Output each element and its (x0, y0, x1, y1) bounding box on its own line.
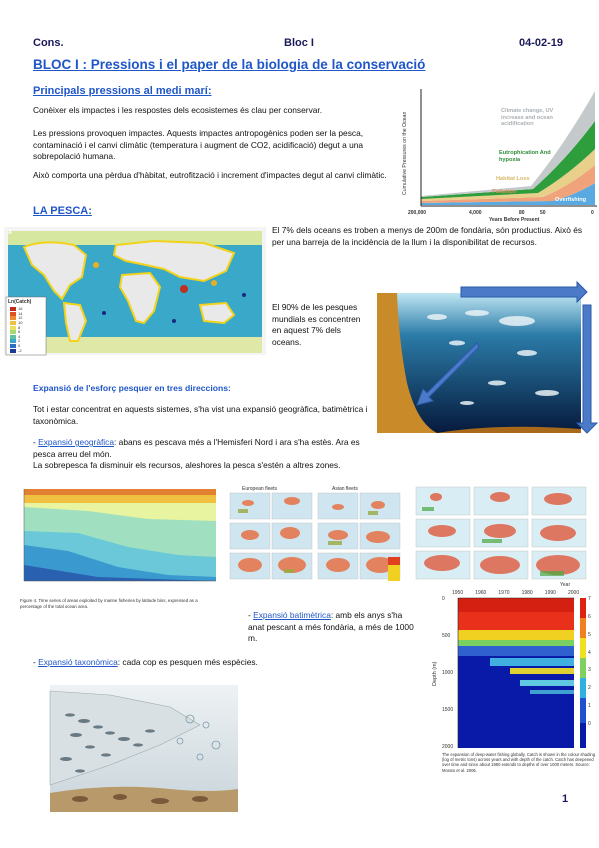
paragraph: El 90% de les pesques mundials es concentren en aquest 7% dels oceans. (272, 302, 361, 347)
depth-xtick: 1950 (452, 590, 464, 596)
legend-swatch (10, 339, 16, 343)
depth-xtick: 1960 (475, 590, 487, 596)
label-habitat: Habitat Loss (496, 176, 530, 182)
depth-ytick: 0 (442, 596, 445, 602)
depth-ytick: 1500 (442, 707, 454, 713)
term-batimetrica: Expansió batimètrica (253, 610, 331, 620)
section-heading-pesca: LA PESCA: (33, 205, 92, 217)
page-title: BLOC I : Pressions i el paper de la biologia de la conservació (33, 57, 426, 72)
depth-ytick: 500 (442, 633, 451, 639)
paragraph: La sobrepesca fa disminuir els recursos, aleshores la pesca s'estén a altres zones. (33, 460, 341, 470)
paragraph-geografica: - Expansió geogràfica: abans es pescava més a l'Hemisferi Nord i ara s'ha estès. Ara es pesca arreu del món. (33, 437, 360, 459)
text-taxonomica: : cada cop es pesquen més espècies. (117, 657, 258, 667)
legend-swatch (10, 307, 16, 311)
depth-xtick: 2000 (568, 590, 580, 596)
header-left: Cons. (33, 37, 64, 49)
header-center: Bloc I (284, 37, 314, 49)
chart-ylabel: Cumulative Pressures on the Ocean (402, 111, 408, 195)
legend-swatch (10, 326, 16, 330)
page-number: 1 (562, 793, 569, 805)
depth-scale-value: 0 (588, 721, 591, 727)
legend-row (10, 348, 22, 353)
heatmap-caption: Figure 4. Time series of areas exploited by marine fisheries by latitude bins, expressed as a percentage of the total ocean area. (20, 598, 198, 609)
section-heading-expansio: Expansió de l'esforç pesquer en tres direccions: (33, 383, 231, 393)
legend-swatch (10, 316, 16, 320)
legend-swatch (10, 321, 16, 325)
expansion-maps (412, 483, 599, 590)
depth-xtick: 1990 (544, 590, 556, 596)
depth-scale-value: 2 (588, 685, 591, 692)
paragraph: Tot i estar concentrat en aquests sistemes, s'ha vist una expansió geogràfica, batimètrica i taxonòmica. (33, 404, 368, 426)
paragraph-text: El 7% dels oceans es troben a menys de 200m de fondària, són productius. Això és per una barreja de la incidència de la llum i la disponibilitat de recursos. (272, 225, 583, 247)
map-panel-label: A (8, 230, 13, 236)
term-geografica: Expansió geogràfica (38, 437, 115, 447)
paragraph-batimetrica: - Expansió batimètrica: amb els anys s'ha anat pescant a més fondària, a més de 1000 m. (248, 610, 414, 643)
depth-ytick: 2000 (442, 744, 454, 750)
label-pollution: Pollution (492, 189, 516, 195)
legend-value: 0 (18, 343, 21, 349)
xtick: 50 (540, 210, 546, 216)
depth-scale-value: 4 (588, 649, 591, 656)
header-date: 04-02-19 (519, 37, 564, 49)
depth-xtick: 1970 (498, 590, 510, 596)
world-catch-map (4, 225, 266, 358)
depth-ylabel: Depth (m) (432, 661, 438, 686)
legend-swatch (10, 349, 16, 353)
latitude-heatmap (18, 485, 223, 620)
chart-xlabel: Years Before Present (489, 217, 540, 223)
xtick: 4,000 (469, 210, 482, 216)
paragraph: Les pressions provoquen impactes. Aquests impactes antropogènics poden ser la pesca, contaminació i el canvi climàtic (temperatura i augment de CO2, acidificació) degut a una sobrepolació humana. (33, 128, 364, 161)
paragraph: Això comporta una pèrdua d'hàbitat, eutrofització i increment d'impactes degut al canvi climàtic. (33, 170, 387, 180)
cumulative-pressure-chart (403, 85, 599, 225)
legend-value: 10 (18, 320, 23, 326)
depth-scale-value: 5 (588, 631, 591, 638)
legend-swatch (10, 335, 16, 339)
depth-scale-value: 1 (588, 703, 591, 710)
xtick: 80 (519, 210, 525, 216)
catch-legend (10, 307, 22, 353)
deep-water-fishing-chart (430, 586, 599, 776)
label-overfishing: Overfishing (555, 197, 587, 203)
legend-swatch (10, 330, 16, 334)
legend-value: 12 (18, 315, 23, 321)
legend-value: 16 (18, 306, 23, 312)
paragraph-taxonomica: - Expansió taxonòmica: cada cop es pesquen més espècies. (33, 657, 258, 667)
term-taxonomica: Expansió taxonòmica (38, 657, 118, 667)
paragraph (272, 225, 592, 248)
depth-scale-value: 3 (588, 667, 591, 674)
legend-value: 2 (18, 338, 21, 344)
fleet-maps (228, 485, 408, 585)
depth-scale-value: 7 (588, 596, 591, 602)
section-heading-pressions: Principals pressions al medi marí: (33, 85, 212, 97)
text-geografica: : abans es pescava més a l'Hemisferi Nord i ara s'ha estès. Ara es pesca arreu del món. (33, 437, 360, 459)
legend-swatch (10, 344, 16, 348)
text-batimetrica: : amb els anys s'ha anat pescant a més fondària, a més de 1000 m. (248, 610, 414, 643)
label-eutrophication: Eutrophication And hypoxia (499, 150, 551, 163)
legend-value: -2 (18, 347, 22, 353)
xtick: 200,000 (408, 210, 427, 216)
label-climate: Climate change, UV increase and ocean acidification (501, 108, 554, 127)
legend-title: Ln(Catch) (8, 299, 32, 305)
fishing-down-illustration (50, 685, 238, 812)
label-european-fleets: European fleets (242, 486, 278, 492)
legend-value: 14 (18, 310, 23, 316)
depth-scale-value: 6 (588, 613, 591, 620)
ocean-zones-illustration (377, 283, 599, 433)
legend-value: 8 (18, 324, 21, 330)
legend-value: 6 (18, 329, 21, 335)
legend-value: 4 (18, 333, 21, 339)
xtick: 0 (591, 210, 594, 216)
depth-chart-caption: The expansion of deep-water fishing globally. Catch is shown in the colour shading (log of metric tons) across years and with depth of the catch. Catch has deepened over time and since about 1960 extends to depths of over 1000 meters. Source: Morato et al. 2006. (442, 752, 596, 773)
paragraph: Conèixer els impactes i les respostes dels ecosistemes és clau per conservar. (33, 105, 323, 115)
label-asian-fleets: Asian fleets (332, 486, 358, 492)
legend-swatch (10, 312, 16, 316)
depth-xtick: 1980 (521, 590, 533, 596)
depth-ytick: 1000 (442, 670, 454, 676)
label-year: Year (560, 582, 571, 588)
